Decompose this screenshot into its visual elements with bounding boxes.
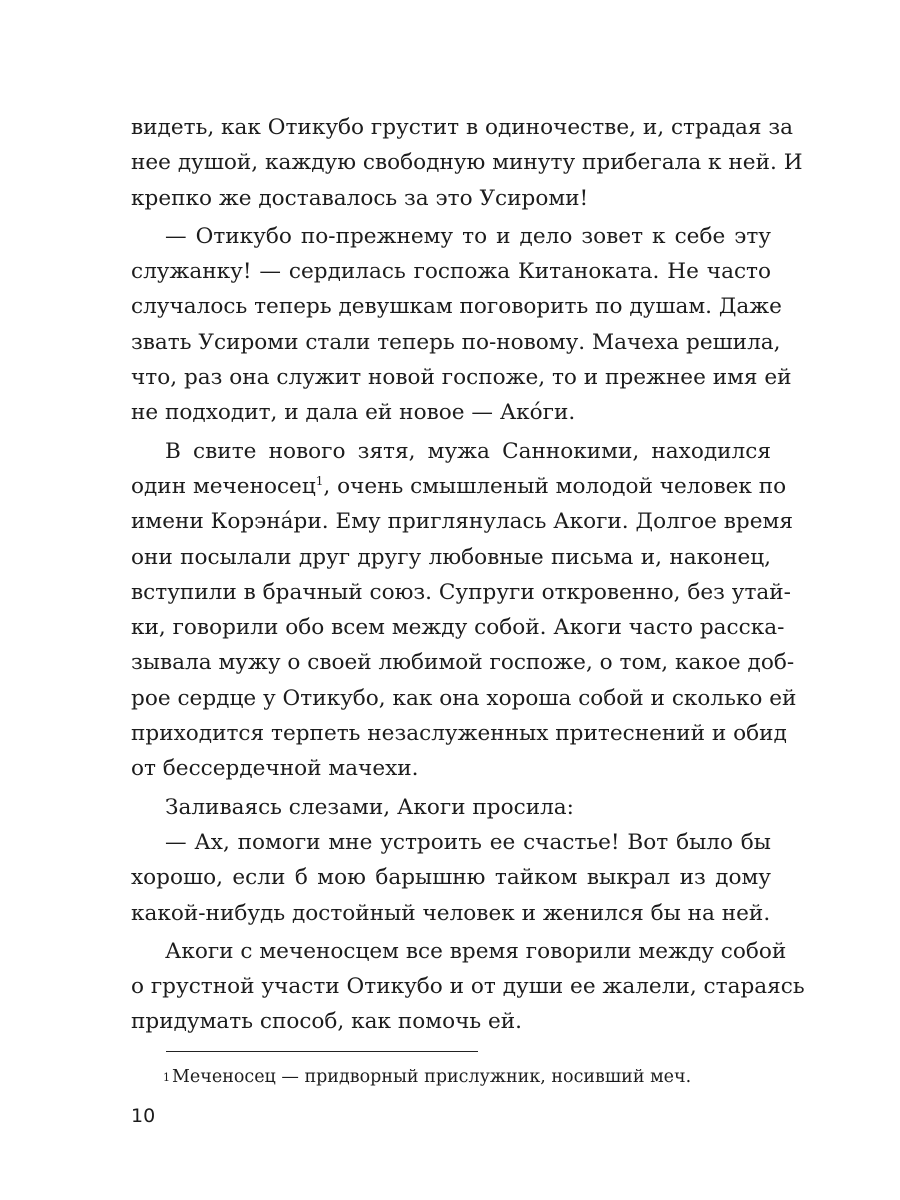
text-line-content: не подходит, и дала ей новое — Ако́ги. <box>131 400 576 426</box>
text-line-content: хорошо, если б мою барышню тайком выкрал из дому <box>131 865 771 891</box>
text-line-content: какой-нибудь достойный человек и женился бы на ней. <box>131 900 771 926</box>
text-line-content: служанку! — сердилась госпожа Китаноката. Не часто <box>131 259 771 285</box>
text-line <box>131 219 771 254</box>
text-line-content: один меченосец <box>131 473 316 499</box>
text-line-content: крепко же доставалось за это Усироми! <box>131 185 589 211</box>
body-text <box>131 110 805 1040</box>
footnote-marker: 1 <box>163 1071 170 1084</box>
text-line-content: о грустной участи Отикубо и от души ее жалели, стараясь <box>131 974 805 1000</box>
text-line-content: нее душой, каждую свободную минуту прибегала к ней. И <box>131 150 803 176</box>
text-line <box>131 610 785 645</box>
text-line <box>131 896 771 931</box>
text-line-content: от бессердечной мачехи. <box>131 756 419 782</box>
text-line <box>131 790 771 825</box>
text-line-content: — Ах, помоги мне устроить ее счастье! Вот было бы <box>165 829 771 855</box>
text-line-content: приходится терпеть незаслуженных притеснений и обид <box>131 721 787 747</box>
text-line <box>131 181 771 216</box>
footnote-reference[interactable]: 1 <box>315 473 324 488</box>
text-line-content: звать Усироми стали теперь по-новому. Мачеха решила, <box>131 329 781 355</box>
text-line-content: что, раз она служит новой госпоже, то и прежнее имя ей <box>131 365 792 391</box>
text-line-content: случалось теперь девушкам поговорить по душам. Даже <box>131 294 782 320</box>
text-line <box>131 575 791 610</box>
text-line <box>131 860 771 895</box>
text-line <box>131 504 793 539</box>
text-line <box>131 110 794 145</box>
text-line-content: придумать способ, как помочь ей. <box>131 1009 523 1035</box>
text-line <box>131 289 782 324</box>
text-line <box>131 1004 771 1039</box>
text-line-content: зывала мужу о своей любимой госпоже, о том, какое доб- <box>131 650 795 676</box>
page-number: 10 <box>131 1105 156 1127</box>
text-line-content: ки, говорили обо всем между собой. Акоги часто расска- <box>131 615 785 641</box>
text-line-content: рое сердце у Отикубо, как она хороша собой и сколько ей <box>131 685 797 711</box>
footnote-separator <box>166 1051 478 1052</box>
text-line <box>131 469 787 504</box>
text-line-content: — Отикубо по-прежнему то и дело зовет к себе эту <box>165 223 771 249</box>
text-line-content: вступили в брачный союз. Супруги откровенно, без утай- <box>131 579 791 605</box>
text-line <box>131 751 771 786</box>
text-line-content: видеть, как Отикубо грустит в одиночестве, и, страдая за <box>131 115 794 140</box>
text-line <box>131 934 787 969</box>
text-line-content: В свите нового зятя, мужа Саннокими, находился <box>165 438 771 464</box>
text-line <box>131 395 771 430</box>
text-line <box>131 645 795 680</box>
text-line <box>131 325 781 360</box>
text-line-content: Заливаясь слезами, Акоги просила: <box>165 794 574 820</box>
text-line <box>131 540 771 575</box>
footnote <box>163 1064 691 1090</box>
text-line <box>131 681 797 716</box>
text-line <box>131 145 803 180</box>
text-line-content: имени Корэна́ри. Ему приглянулась Акоги. Долгое время <box>131 509 793 535</box>
text-line <box>131 716 787 751</box>
text-line-content: Акоги с меченосцем все время говорили между собой <box>165 938 787 964</box>
text-line <box>131 254 771 289</box>
text-line <box>131 969 805 1004</box>
text-line <box>131 434 771 469</box>
text-line <box>131 825 771 860</box>
text-line <box>131 360 792 395</box>
text-line-continuation: , очень смышленый молодой человек по <box>323 473 787 499</box>
text-line-content: они посылали друг другу любовные письма и, наконец, <box>131 544 771 570</box>
footnote-text: Меченосец — придворный прислужник, носивший меч. <box>172 1067 692 1087</box>
